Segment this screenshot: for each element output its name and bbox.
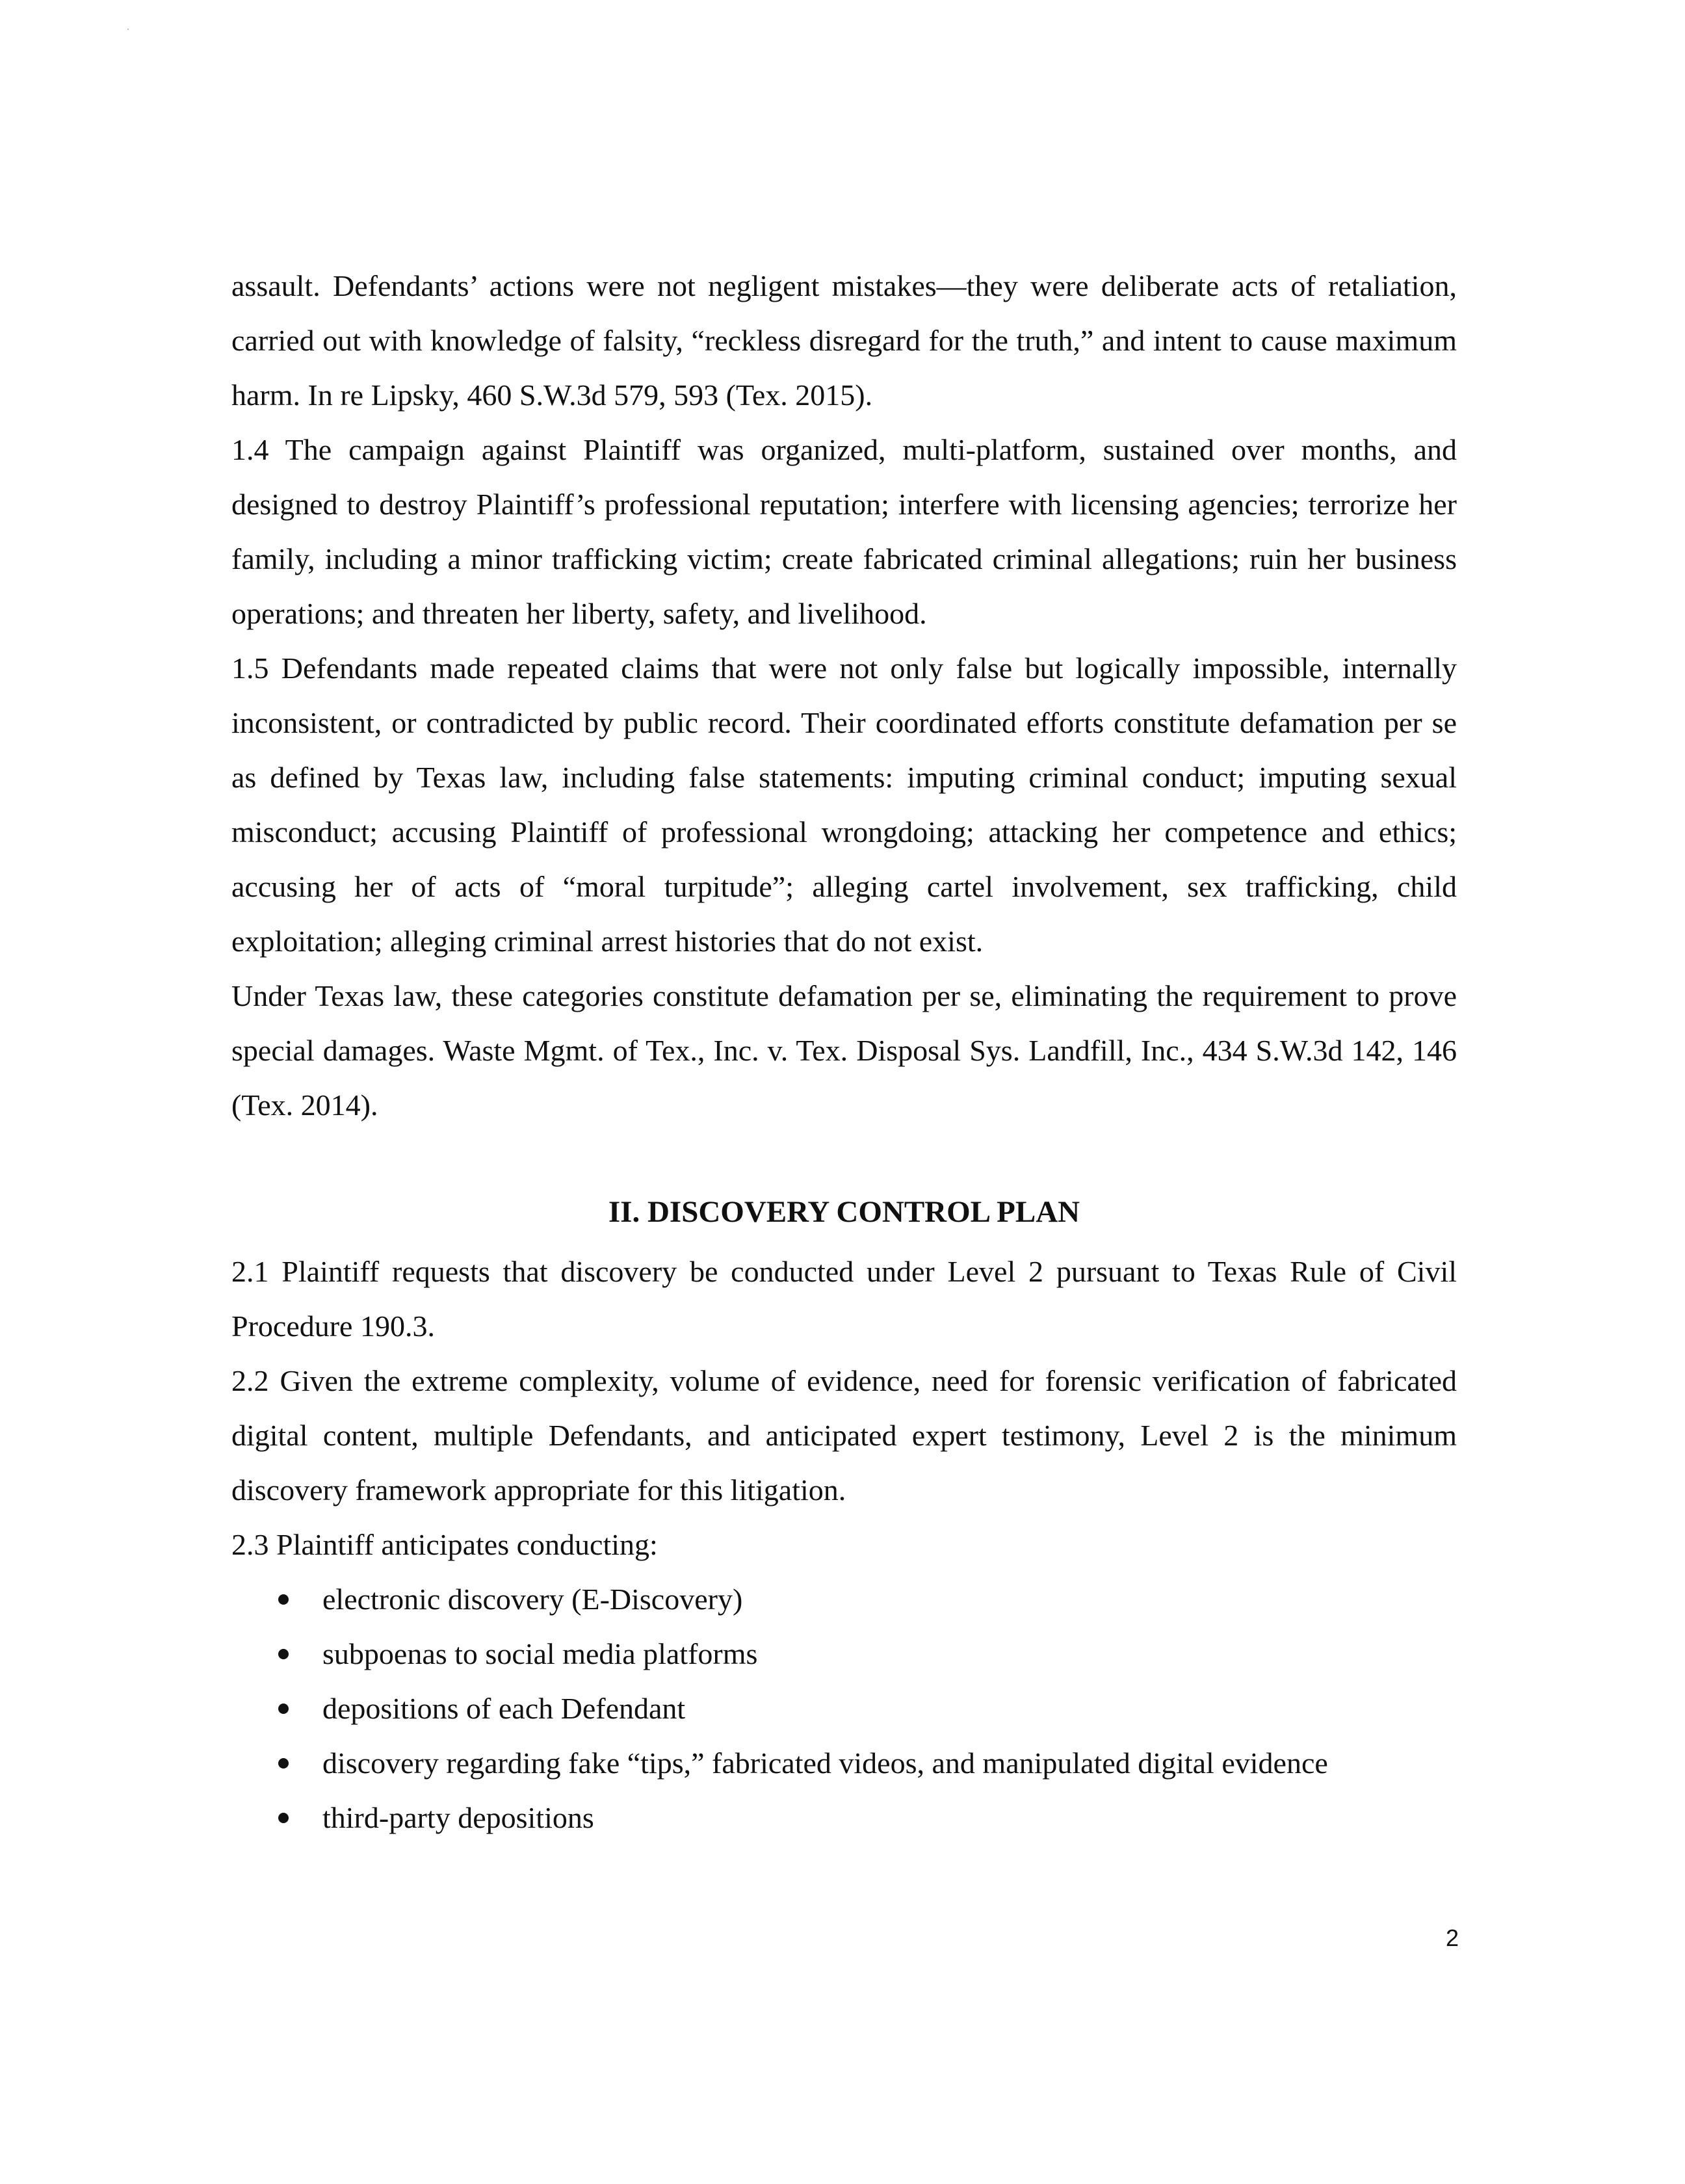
page-number: 2 — [1445, 1925, 1459, 1951]
paragraph-2-3: 2.3 Plaintiff anticipates conducting: — [231, 1528, 658, 1561]
list-item — [231, 1572, 1457, 1627]
paragraph-2-2: 2.2 Given the extreme complexity, volume of evidence, need for forensic verification of fabricated digital content, multiple Defendants, and anticipated expert testimony, Level 2 is the minimum discovery framework appropriate for this litigation. — [231, 1364, 1457, 1506]
bullet-icon — [278, 1758, 289, 1769]
list-item — [231, 1681, 1457, 1736]
paragraph-1-5: 1.5 Defendants made repeated claims that were not only false but logically impossible, internally inconsistent, or contradicted by public record. Their coordinated efforts constitute defamation per se as defined by Texas law, including false statements: imputing criminal conduct; imputing sexual misconduct; accusing Plaintiff of professional wrongdoing; attacking her competence and ethics; accusing her of acts of “moral turpitude”; alleging cartel involvement, sex trafficking, child exploitation; alleging criminal arrest histories that do not exist. — [231, 651, 1457, 958]
list-item-text: depositions of each Defendant — [322, 1692, 686, 1725]
list-item-text: electronic discovery (E-Discovery) — [322, 1583, 743, 1616]
paragraph-2-1: 2.1 Plaintiff requests that discovery be conducted under Level 2 pursuant to Texas Rule of Civil Procedure 190.3. — [231, 1255, 1457, 1343]
scan-artifact — [127, 29, 129, 30]
list-item — [231, 1791, 1457, 1845]
section-heading: II. DISCOVERY CONTROL PLAN — [608, 1195, 1080, 1229]
bullet-icon — [278, 1704, 289, 1714]
list-item-text: discovery regarding fake “tips,” fabricated videos, and manipulated digital evidence — [322, 1746, 1328, 1780]
document-body — [231, 259, 1457, 1845]
bullet-icon — [278, 1594, 289, 1605]
paragraph-1-4: 1.4 The campaign against Plaintiff was organized, multi-platform, sustained over months, and designed to destroy Plaintiff’s professional reputation; interfere with licensing agencies; terrorize her family, including a minor trafficking victim; create fabricated criminal allegations; ruin her business operations; and threaten her liberty, safety, and livelihood. — [231, 433, 1457, 630]
list-item-text: subpoenas to social media platforms — [322, 1637, 758, 1670]
paragraph-assault: assault. Defendants’ actions were not negligent mistakes—they were deliberate acts of retaliation, carried out with knowledge of falsity, “reckless disregard for the truth,” and intent to cause maximum harm. In re Lipsky, 460 S.W.3d 579, 593 (Tex. 2015). — [231, 269, 1457, 412]
bullet-icon — [278, 1649, 289, 1659]
list-item — [231, 1736, 1457, 1791]
paragraph-texas-law: Under Texas law, these categories constitute defamation per se, eliminating the requirement to prove special damages. Waste Mgmt. of Tex., Inc. v. Tex. Disposal Sys. Landfill, Inc., 434 S.W.3d 142, 146 (Tex. 2014). — [231, 979, 1457, 1122]
discovery-list — [231, 1572, 1457, 1845]
list-item-text: third-party depositions — [322, 1801, 594, 1834]
bullet-icon — [278, 1813, 289, 1823]
list-item — [231, 1627, 1457, 1681]
